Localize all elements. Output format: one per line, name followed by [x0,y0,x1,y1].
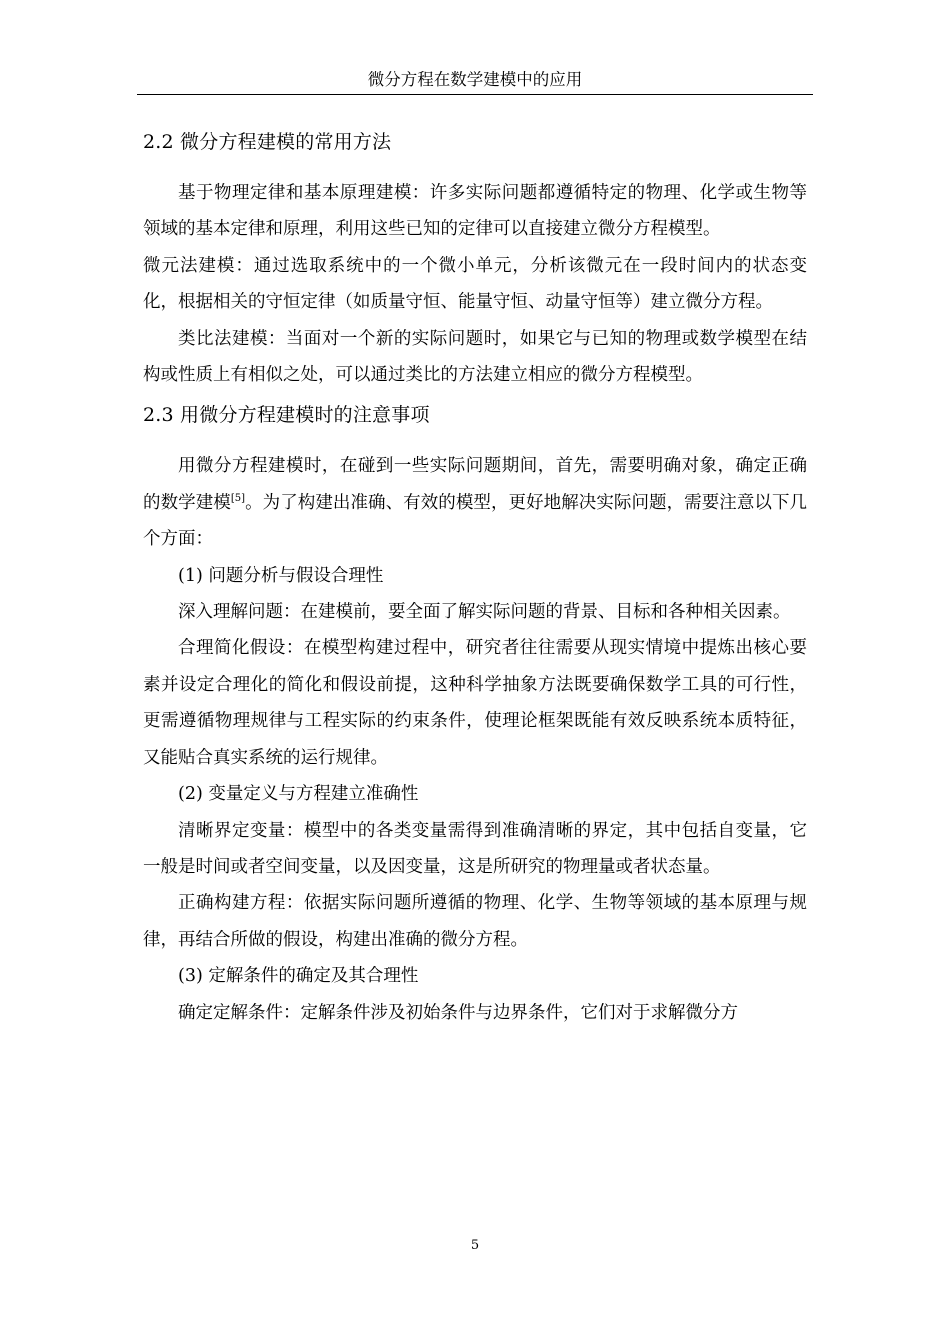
intro-text-part-2: 。为了构建出准确、有效的模型，更好地解决实际问题，需要注意以下几个方面： [143,492,808,550]
paragraph-understand-problem: 深入理解问题：在建模前，要全面了解实际问题的背景、目标和各种相关因素。 [178,602,791,623]
paragraph-determine-conditions: 确定定解条件：定解条件涉及初始条件与边界条件，它们对于求解微分方 [178,1002,738,1023]
spacer [143,160,807,175]
subheading-problem-analysis: (1) 问题分析与假设合理性 [178,565,384,586]
section-heading-2-3: 2.3 用微分方程建模时的注意事项 [143,404,430,427]
spacer [143,433,807,448]
paragraph-microelement-modeling: 微元法建模：通过选取系统中的一个微小单元，分析该微元在一段时间内的状态变化，根据相关的守恒定律（如质量守恒、能量守恒、动量守恒等）建立微分方程。 [143,255,807,313]
citation-reference: [5] [230,493,245,505]
paragraph-analogy-modeling: 类比法建模：当面对一个新的实际问题时，如果它与已知的物理或数学模型在结构或性质上有相似之处，可以通过类比的方法建立相应的微分方程模型。 [143,328,807,386]
paragraph-define-variables: 清晰界定变量：模型中的各类变量需得到准确清晰的界定，其中包括自变量，它一般是时间或者空间变量，以及因变量，这是所研究的物理量或者状态量。 [143,820,807,877]
paragraph-reasonable-assumptions: 合理简化假设：在模型构建过程中，研究者往往需要从现实情境中提炼出核心要素并设定合理化的简化和假设前提，这种科学抽象方法既要确保数学工具的可行性，更需遵循物理规律与工程实际的约束条件，使理论框架既能有效反映系统本质特征，又能贴合真实系统的运行规律。 [143,638,807,768]
section-heading-2-2: 2.2 微分方程建模的常用方法 [143,131,392,153]
running-header: 微分方程在数学建模中的应用 [137,68,813,95]
page-number: 5 [470,1238,480,1253]
page-body [143,124,807,1031]
paragraph-physical-law-modeling: 基于物理定律和基本原理建模：许多实际问题都遵循特定的物理、化学或生物等领域的基本定律和原理，利用这些已知的定律可以直接建立微分方程模型。 [143,183,807,240]
paragraph-intro-notes [143,448,807,557]
paragraph-build-equations: 正确构建方程：依据实际问题所遵循的物理、化学、生物等领域的基本原理与规律，再结合所做的假设，构建出准确的微分方程。 [143,893,807,950]
subheading-solution-conditions: (3) 定解条件的确定及其合理性 [178,966,419,987]
intro-text-part-1: 用微分方程建模时，在碰到一些实际问题期间，首先，需要明确对象，确定正确的数学建模 [143,456,807,513]
subheading-variable-definition: (2) 变量定义与方程建立准确性 [178,784,419,805]
